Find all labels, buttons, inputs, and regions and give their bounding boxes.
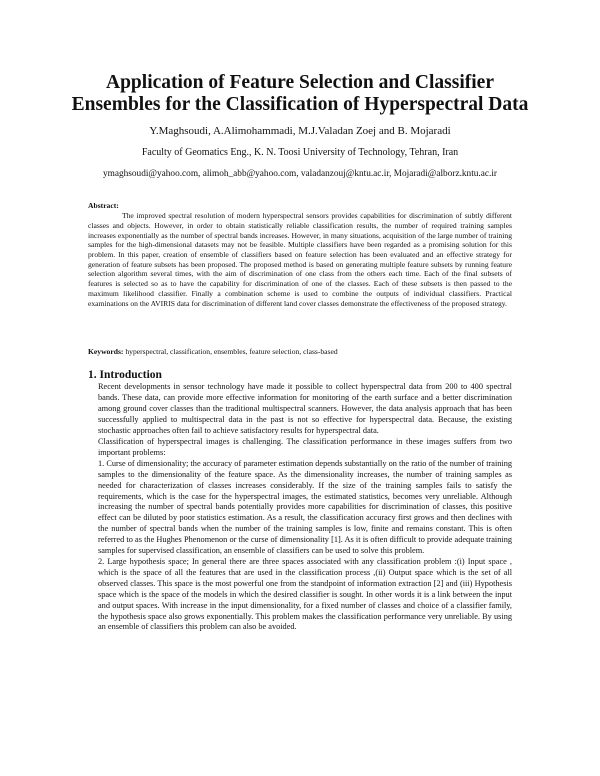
intro-paragraph-4: 2. Large hypothesis space; In general there are three spaces associated with any classification problem :(i) Input space , which is the space of all the features that are used in the classification process ,(ii) Output space which is the set of all observed classes. This space is the most powerful one from the standpoint of information extraction [2] and (iii) Hypothesis space which is the space of the models in which the desired classifier is sought. In other words it is a link between the input and output spaces. With increase in the input dimensionality, for a fixed number of classes and choice of a classifier family, the hypothesis space also grows exponentially. This problem makes the classification performance very unreliable. By using an ensemble of classifiers this problem can also be avoided. — [98, 557, 512, 632]
affiliation: Faculty of Geomatics Eng., K. N. Toosi University of Technology, Tehran, Iran — [141, 147, 459, 158]
author-list: Y.Maghsoudi, A.Alimohammadi, M.J.Valadan Zoej and B. Mojaradi — [149, 125, 451, 137]
abstract-label: Abstract: — [88, 201, 119, 210]
abstract — [88, 201, 512, 308]
intro-paragraph-3: 1. Curse of dimensionality; the accuracy of parameter estimation depends substantially on the ratio of the number of training samples to the dimensionality of the feature space. As the dimensionality increases, the number of training samples as needed for characterization of classes increases considerably. If the size of the training samples fails to satisfy the requirements, which is the case for the hyperspectral images, the estimated statistics, becomes very unreliable. Although increasing the number of spectral bands potentially provides more capabilities for discrimination of classes, this positive effect can be diluted by poor statistics estimation. As a result, the classification accuracy first grows and then declines with the number of spectral bands when the number of the training samples is low, finite and remains constant. This is often referred to as the Hughes Phenomenon or the curse of dimensionality [1]. As it is often difficult to provide adequate training samples for supervised classification, an ensemble of classifiers can be used to solve this problem. — [98, 458, 512, 556]
author-emails: ymaghsoudi@yahoo.com, alimoh_abb@yahoo.com, valadanzouj@kntu.ac.ir, Mojaradi@alborz.kntu.ac.ir — [102, 169, 498, 179]
keywords-text: hyperspectral, classification, ensembles, feature selection, class-based — [125, 347, 338, 356]
title-line-2: Ensembles for the Classification of Hyperspectral Data — [71, 94, 529, 115]
intro-paragraph-1: Recent developments in sensor technology have made it possible to collect hyperspectral data from 200 to 400 spectral bands. These data, can provide more effective information for monitoring of the earth surface and a better discrimination among ground cover classes than the traditional multispectral scanners. However, the data analysis approach that has been successfully applied to multispectral data in the past is not so effective for hyperspectral data. Because, the existing stochastic approaches often fail to achieve satisfactory results for hyperspectral data. — [98, 382, 512, 435]
keywords-label: Keywords: — [88, 347, 124, 356]
section-heading-introduction: 1. Introduction — [88, 369, 162, 381]
title-line-1: Application of Feature Selection and Classifier — [106, 72, 494, 93]
abstract-text: The improved spectral resolution of modern hyperspectral sensors provides capabilities for discrimination of subtly different classes and objects. However, in order to obtain statistically reliable classification results, the number of required training samples increases exponentially as the number of spectral bands increases. However, in many situations, acquisition of the large number of training samples for the high-dimensional datasets may not be feasible. Multiple classifiers have been regarded as a promising solution for this problem. In this paper, creation of ensemble of classifiers based on feature selection has been evaluated and an effective strategy for generation of feature subsets has been proposed. The proposed method is based on generating multiple feature subsets by running feature selection algorithm several times, with the aim of discrimination of one class from the others each time. Each of the final subsets of features is selected so as to have the capability for discrimination of one of the classes. Each of these subsets is then passed to the maximum likelihood classifier. Finally a combination scheme is used to combine the outputs of individual classifiers. Practical examinations on the AVIRIS data for discrimination of different land cover classes demonstrate the effectiveness of the proposed strategy. — [88, 211, 512, 308]
intro-paragraph-2: Classification of hyperspectral images is challenging. The classification performance in these images suffers from two important problems: — [98, 437, 512, 457]
introduction-body — [98, 382, 512, 633]
keywords — [88, 347, 512, 357]
paper-title — [40, 72, 560, 116]
